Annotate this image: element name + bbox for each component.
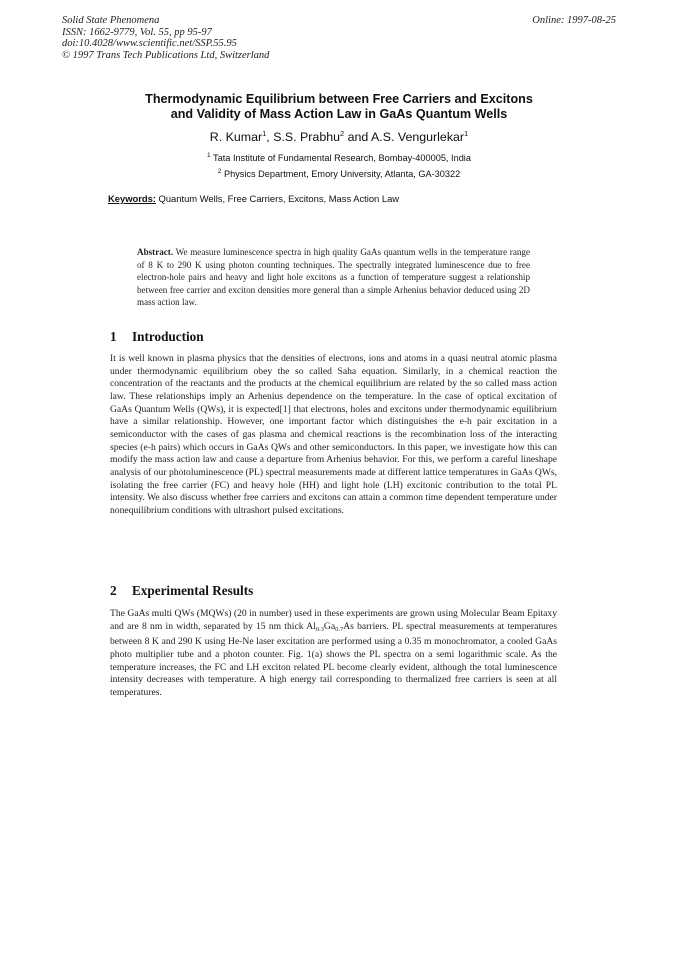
experimental-results-paragraph — [110, 608, 557, 700]
section-heading-introduction — [110, 329, 204, 345]
doi-line: doi:10.4028/www.scientific.net/SSP.55.95 — [62, 38, 237, 50]
copyright-line: © 1997 Trans Tech Publications Ltd, Switzerland — [62, 49, 270, 61]
author-affiliation-mark: 1 — [262, 129, 267, 138]
section-heading-experimental-results — [110, 583, 253, 599]
author-name: S.S. Prabhu — [273, 130, 340, 144]
keywords — [108, 193, 399, 204]
author-list — [100, 129, 578, 144]
element-symbol: Ga — [323, 620, 336, 632]
author-name: R. Kumar — [209, 130, 263, 144]
introduction-paragraph: It is well known in plasma physics that the densities of electrons, ions and atoms in a quasi neutral atomic plasma under thermodynamic equilibrium obey the so called Saha equation. Similarly, in a chemical reaction the concentration of the reactants and the products at the chemical equilibrium are related by the so called mass action law. These relationships imply an Arhenius dependence on the temperature. In the case of optical excitation of GaAs Quantum Wells (QWs), it is expected[1] that electrons, holes and excitons under thermodynamic equilibrium have a similar relationship. However, one important factor which distinguishes the e-h pair excitation in a semiconductor with the cases of gas plasma and chemical reactions is the recombination loss of the interacting species (e-h pairs) which occurs in GaAs QWs and other semiconductors. In this paper, we investigate how this can modify the mass action law and cause a departure from Arhenius behavior. For this, we perform a careful lineshape analysis of our photoluminescence (PL) spectral measurements made at different lattice temperatures in GaAs QWs, isolating the free carrier (FC) and heavy hole (HH) and light hole (LH) excitonic contribution to the total PL intensity. We also discuss whether free carriers and excitons can attain a common time dependent temperature under nonequilibrium conditions with ultrashort pulsed excitations. — [110, 353, 557, 516]
author-affiliation-mark: 1 — [464, 129, 469, 138]
keywords-label: Keywords: — [108, 193, 156, 204]
author-separator: and — [344, 130, 372, 144]
journal-name: Solid State Phenomena — [62, 15, 160, 26]
affiliation-1 — [100, 152, 578, 163]
author-affiliation-mark: 2 — [340, 129, 345, 138]
affiliation-mark: 1 — [207, 152, 211, 159]
paragraph-text: The GaAs multi QWs (MQWs) (20 in number) used in these experiments are grown using Molecular Beam Epitaxy and are 8 nm in width, separated by 15 nm thick Al — [110, 608, 557, 632]
section-title: Introduction — [132, 329, 204, 344]
issn-line: ISSN: 1662-9779, Vol. 55, pp 95-97 — [62, 26, 212, 38]
abstract-text: We measure luminescence spectra in high quality GaAs quantum wells in the temperature range of 8 K to 290 K using photon counting techniques. The spectrally integrated luminescence due to free electron-hole pairs and heavy and light hole excitons as a function of temperature suggest a relationship between free carrier and exciton densities more general than a simple Arhenius behavior deduced using 2D mass action law. — [137, 247, 530, 307]
subscript: 0.7 — [335, 625, 344, 633]
author-separator: , — [266, 130, 274, 144]
paragraph-text: As barriers. PL spectral measurements at temperatures between 8 K and 290 K using He-Ne laser excitation are performed using a 0.35 m monochromator, a cooled GaAs photo multiplier tube and a photon counter. Fig. 1(a) shows the PL spectra on a semi logarithmic scale. As the temperature increases, the FC and LH exciton related PL become clearly evident, although the total luminescence intensity decreases with temperature. A high energy tail corresponding to thermalized free carriers is seen at all temperatures. — [110, 620, 557, 698]
abstract-label: Abstract. — [137, 247, 174, 257]
journal-header — [62, 15, 269, 61]
affiliation-text: Tata Institute of Fundamental Research, Bombay-400005, India — [213, 153, 471, 163]
section-title: Experimental Results — [132, 583, 254, 598]
title-line-1: Thermodynamic Equilibrium between Free Carriers and Excitons — [145, 92, 533, 106]
online-date: Online: 1997-08-25 — [532, 15, 616, 26]
keywords-text: Quantum Wells, Free Carriers, Excitons, Mass Action Law — [158, 193, 400, 204]
abstract — [137, 246, 530, 309]
affiliation-2 — [100, 168, 578, 179]
subscript: 0.3 — [315, 625, 324, 633]
paper-title — [100, 92, 578, 122]
author-name: A.S. Vengurlekar — [371, 130, 465, 144]
section-number: 1 — [110, 329, 117, 344]
section-number: 2 — [110, 583, 117, 598]
affiliation-text: Physics Department, Emory University, Atlanta, GA-30322 — [223, 169, 461, 179]
affiliation-mark: 2 — [217, 168, 222, 175]
title-line-2: and Validity of Mass Action Law in GaAs Quantum Wells — [170, 107, 508, 121]
